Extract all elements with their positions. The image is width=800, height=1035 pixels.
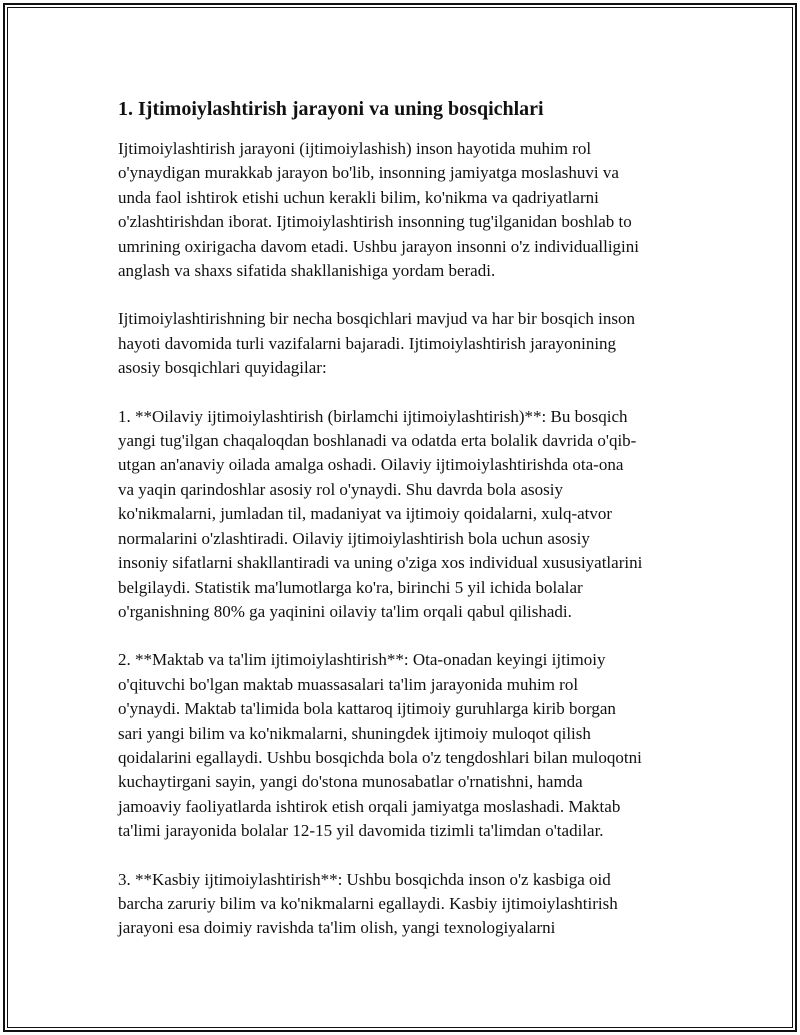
paragraph-stage-family: 1. **Oilaviy ijtimoiylashtirish (birlamchi ijtimoiylashtirish)**: Bu bosqich yangi tug'ilgan chaqaloqdan boshlanadi va odatda erta bolalik davrida o'qib- utgan an'anaviy oilada amalga oshadi. Oilaviy ijtimoiylashtirishda ota-ona va yaqin qarindoshlar asosiy rol o'ynaydi. Shu davrda bola asosiy ko'nikmalarni, jumladan til, madaniyat va ijtimoiy qoidalarni, xulq-atvor normalarini o'zlashtiradi. Oilaviy ijtimoiylashtirish bola uchun asosiy insoniy sifatlarni shakllantiradi va uning o'ziga xos individual xususiyatlarini belgilaydi. Statistik ma'lumotlarga ko'ra, birinchi 5 yil ichida bolalar o'rganishning 80% ga yaqinini oilaviy ta'lim orqali qabul qilishadi. [118,406,643,621]
page-border [3,3,797,1032]
paragraph-intro: Ijtimoiylashtirish jarayoni (ijtimoiylashish) inson hayotida muhim rol o'ynaydigan murakkab jarayon bo'lib, insonning jamiyatga moslashuvi va unda faol ishtirok etishi uchun kerakli bilim, ko'nikma va qadriyatlarni o'zlashtirishdan iborat. Ijtimoiylashtirish insonning tug'ilganidan boshlab to umrining oxirigacha davom etadi. Ushbu jarayon insonni o'z individualligini anglash va shaxs sifatida shakllanishiga yordam beradi. [118,139,639,281]
paragraph-stage-professional: 3. **Kasbiy ijtimoiylashtirish**: Ushbu bosqichda inson o'z kasbiga oid barcha zaruriy bilim va ko'nikmalarni egallaydi. Kasbiy ijtimoiylashtirish jarayoni esa doimiy ravishda ta'lim olish, yangi texnologiyalarni [118,869,618,938]
section-title: 1. Ijtimoiylashtirish jarayoni va uning bosqichlari [118,98,544,120]
document-body [118,95,708,965]
paragraph-stages-overview: Ijtimoiylashtirishning bir necha bosqichlari mavjud va har bir bosqich inson hayoti davomida turli vazifalarni bajaradi. Ijtimoiylashtirish jarayonining asosiy bosqichlari quyidagilar: [118,309,635,378]
paragraph-stage-school: 2. **Maktab va ta'lim ijtimoiylashtirish**: Ota-onadan keyingi ijtimoiy o'qituvchi bo'lgan maktab muassasalari ta'lim jarayonida muhim rol o'ynaydi. Maktab ta'limida bola kattaroq ijtimoiy guruhlarga kirib borgan sari yangi bilim va ko'nikmalarni, shuningdek ijtimoiy muloqot qilish qoidalarini egallaydi. Ushbu bosqichda bola o'z tengdoshlari bilan muloqotni kuchaytirgani sayin, yangi do'stona munosabatlar o'rnatishni, hamda jamoaviy faoliyatlarda ishtirok etish orqali jamiyatga moslashadi. Maktab ta'limi jarayonida bolalar 12-15 yil davomida tizimli ta'limdan o'tadilar. [118,650,642,841]
